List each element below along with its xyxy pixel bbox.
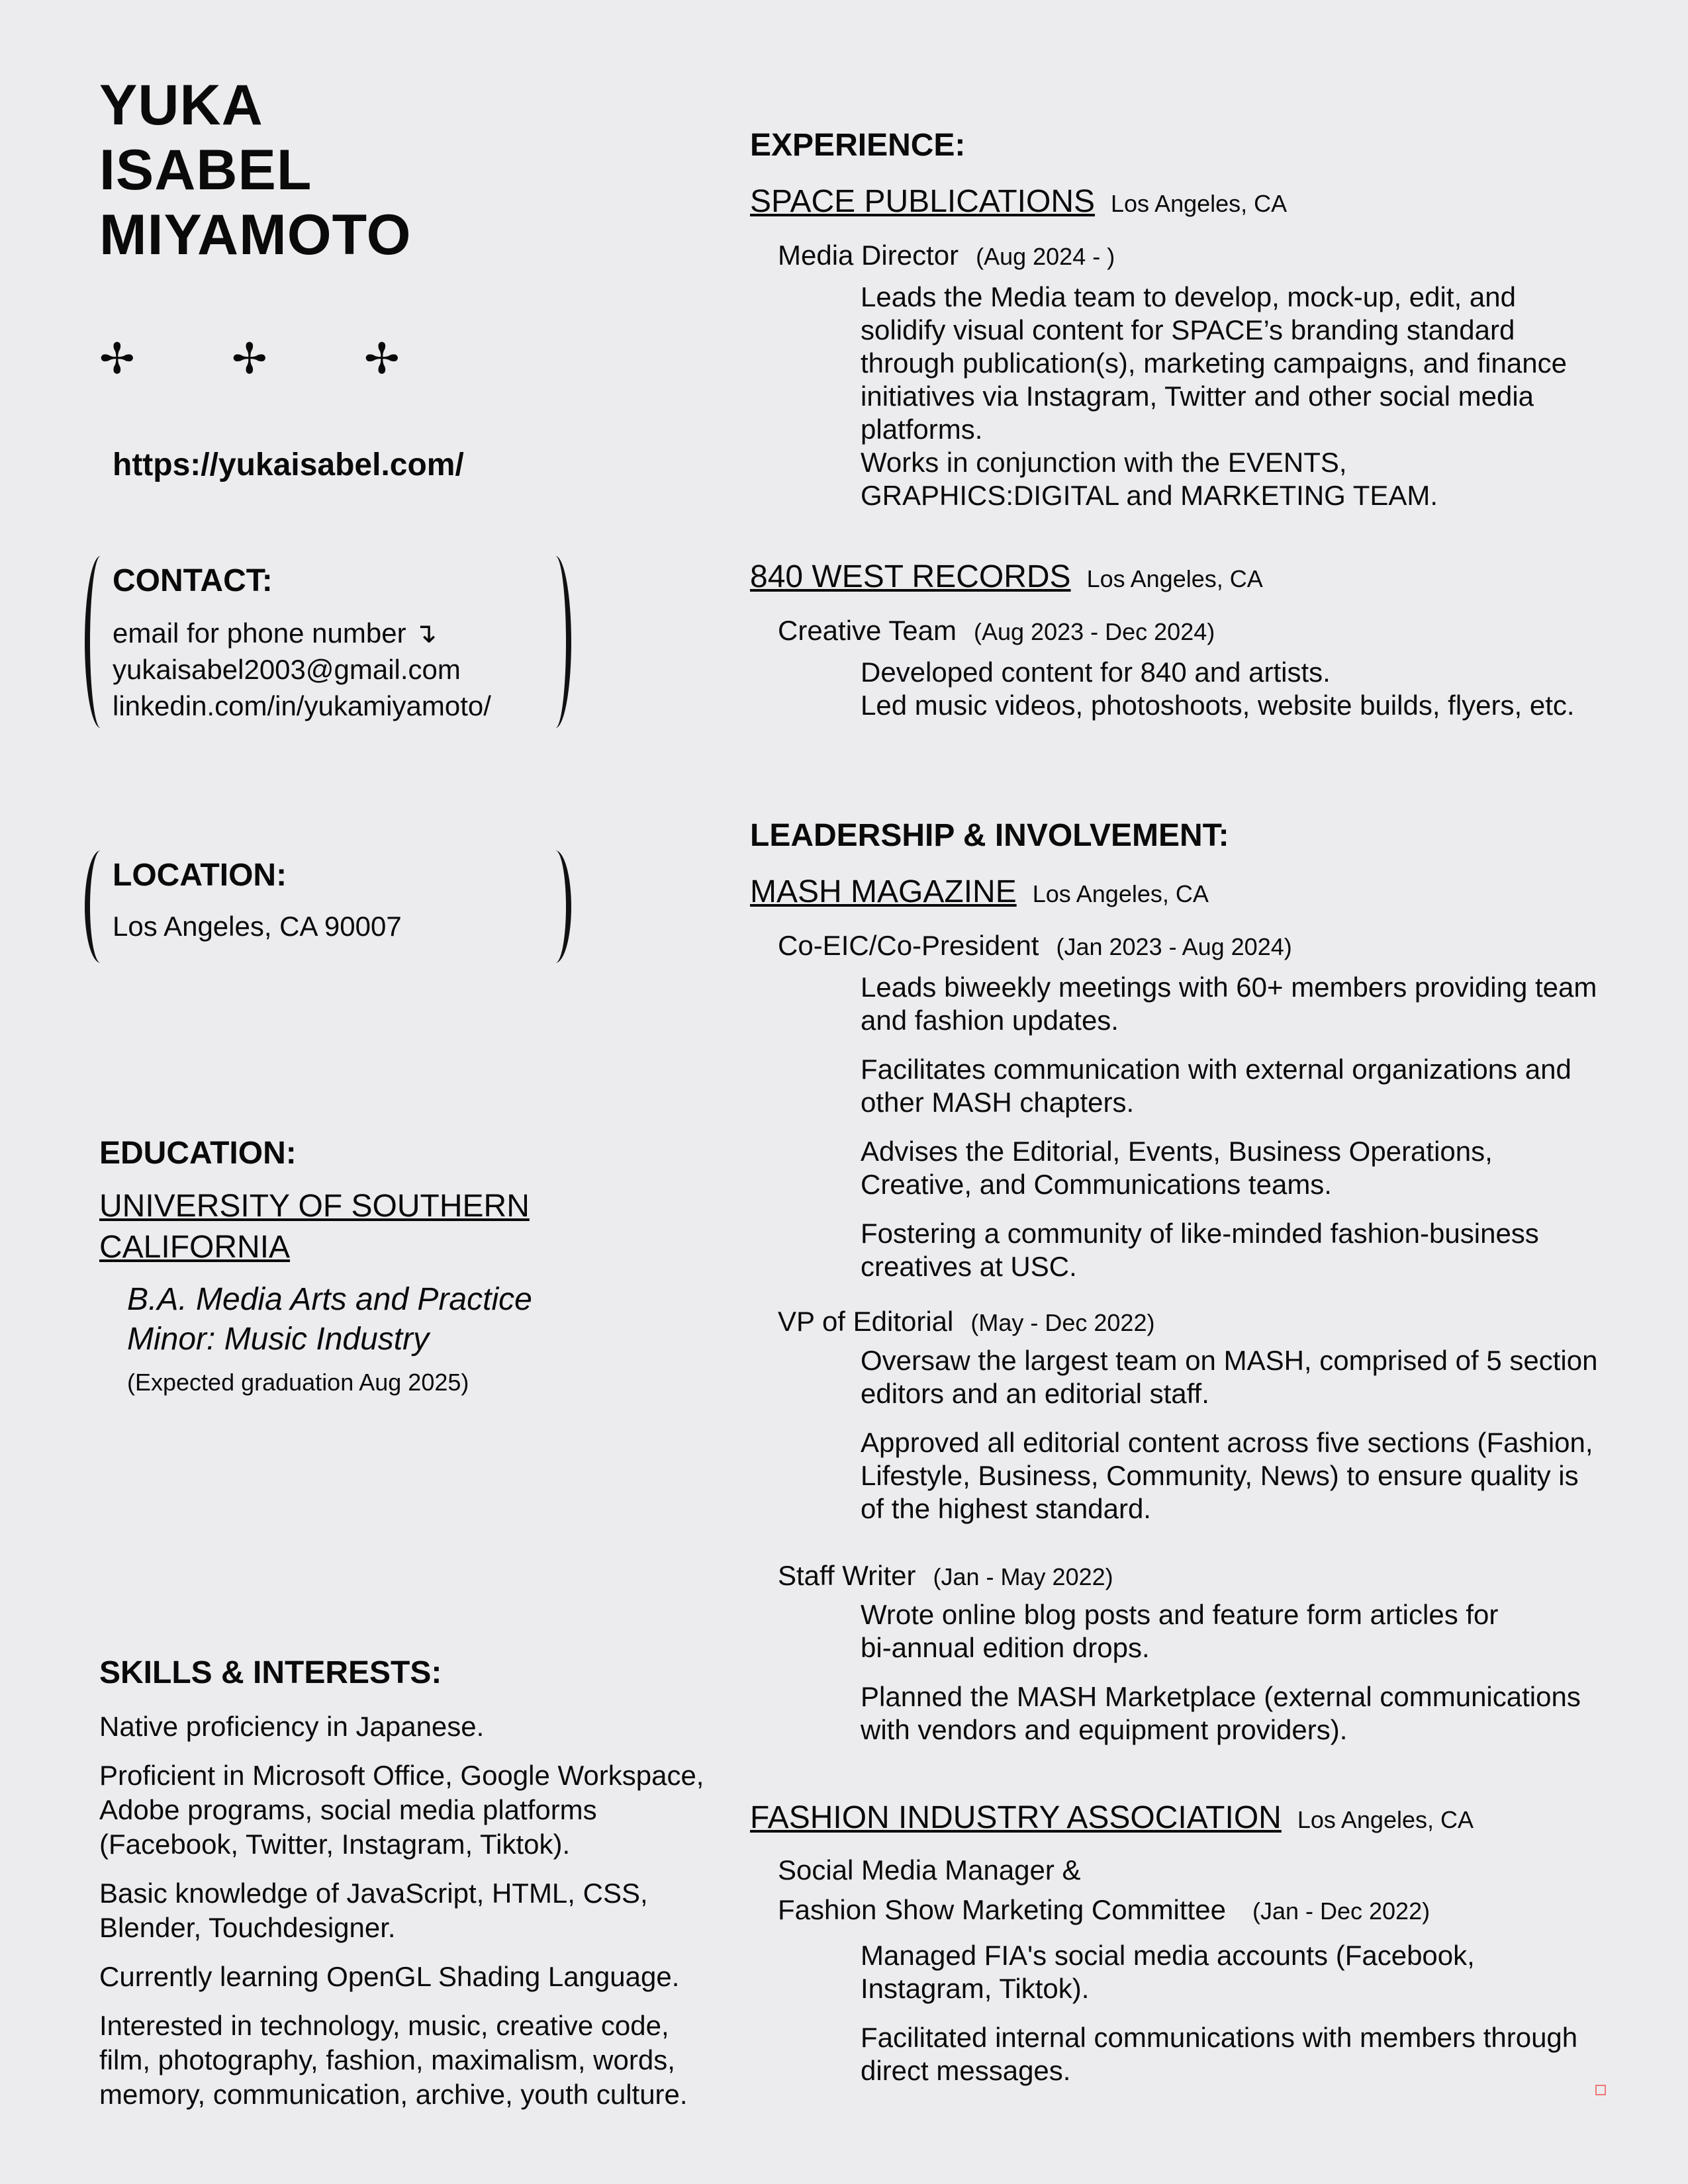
desc-bullet bbox=[861, 1598, 1611, 1664]
role-dates: (Aug 2024 - ) bbox=[976, 243, 1115, 270]
graduation-date: (Expected graduation Aug 2025) bbox=[127, 1369, 469, 1396]
desc-line: solidify visual content for SPACE’s branding standard bbox=[861, 314, 1515, 345]
skill-line: Interested in technology, music, creative code, bbox=[99, 2010, 669, 2041]
decorative-stars bbox=[99, 334, 496, 384]
right-paren-icon bbox=[539, 850, 571, 963]
role-title: Creative Team bbox=[778, 615, 957, 646]
desc-line: Planned the MASH Marketplace (external communications bbox=[861, 1681, 1581, 1712]
desc-line: Lifestyle, Business, Community, News) to ensure quality is bbox=[861, 1460, 1579, 1491]
role-dates: (Jan 2023 - Aug 2024) bbox=[1056, 933, 1292, 960]
skill-item bbox=[99, 2009, 748, 2112]
desc-line: GRAPHICS:DIGITAL and MARKETING TEAM. bbox=[861, 480, 1438, 511]
skill-item bbox=[99, 1960, 748, 1994]
website-link[interactable]: https://yukaisabel.com/ bbox=[113, 447, 464, 482]
role-description bbox=[750, 971, 1611, 1283]
star-icon: ✢ bbox=[232, 335, 267, 383]
star-icon: ✢ bbox=[364, 335, 400, 383]
desc-line: platforms. bbox=[861, 414, 983, 445]
corner-mark-icon bbox=[1595, 2085, 1606, 2095]
role-dates: (May - Dec 2022) bbox=[970, 1309, 1155, 1336]
skill-item bbox=[99, 1709, 748, 1744]
desc-line: Facilitated internal communications with members through bbox=[861, 2022, 1578, 2053]
desc-bullet bbox=[861, 2021, 1611, 2087]
desc-bullet bbox=[861, 1426, 1611, 1525]
skill-line: Adobe programs, social media platforms bbox=[99, 1794, 597, 1825]
skills-heading: SKILLS & INTERESTS: bbox=[99, 1655, 442, 1690]
candidate-name bbox=[99, 73, 412, 267]
role-dates: (Aug 2023 - Dec 2024) bbox=[974, 618, 1215, 645]
desc-line: Leads the Media team to develop, mock-up, edit, and bbox=[861, 281, 1516, 312]
desc-line: other MASH chapters. bbox=[861, 1087, 1135, 1118]
desc-line: Oversaw the largest team on MASH, comprised of 5 section bbox=[861, 1345, 1598, 1376]
minor: Minor: Music Industry bbox=[127, 1322, 430, 1357]
linkedin-link[interactable]: linkedin.com/in/yukamiyamoto/ bbox=[113, 690, 491, 721]
desc-line: Instagram, Tiktok). bbox=[861, 1973, 1090, 2004]
desc-line: of the highest standard. bbox=[861, 1493, 1151, 1524]
desc-line: Led music videos, photoshoots, website builds, flyers, etc. bbox=[861, 690, 1575, 721]
education-heading: EDUCATION: bbox=[99, 1136, 297, 1171]
org-name: 840 WEST RECORDS bbox=[750, 559, 1071, 594]
role-description bbox=[750, 281, 1611, 512]
role-title: Media Director bbox=[778, 240, 959, 271]
desc-line: Leads biweekly meetings with 60+ members providing team bbox=[861, 972, 1597, 1003]
role-title: Fashion Show Marketing Committee bbox=[778, 1894, 1226, 1925]
left-paren-icon bbox=[85, 556, 117, 728]
skill-item bbox=[99, 1758, 748, 1862]
desc-line: and fashion updates. bbox=[861, 1005, 1119, 1036]
role-dates: (Jan - May 2022) bbox=[933, 1563, 1113, 1590]
desc-line: Fostering a community of like-minded fashion-business bbox=[861, 1218, 1539, 1249]
desc-bullet bbox=[861, 1344, 1611, 1410]
school-name-line-2: CALIFORNIA bbox=[99, 1230, 291, 1265]
phone-note: email for phone number ↴ bbox=[113, 617, 438, 649]
role-title: Co-EIC/Co-President bbox=[778, 930, 1039, 961]
org-location: Los Angeles, CA bbox=[1297, 1806, 1474, 1833]
skill-line: Currently learning OpenGL Shading Language. bbox=[99, 1961, 680, 1992]
desc-line: Developed content for 840 and artists. bbox=[861, 657, 1331, 688]
degree: B.A. Media Arts and Practice bbox=[127, 1282, 532, 1317]
star-icon: ✢ bbox=[99, 335, 135, 383]
desc-line: Facilitates communication with external organizations and bbox=[861, 1054, 1571, 1085]
skills-section bbox=[99, 1655, 748, 2112]
location-heading: LOCATION: bbox=[113, 858, 287, 893]
desc-line: through publication(s), marketing campaigns, and finance bbox=[861, 347, 1567, 379]
desc-line: Creative, and Communications teams. bbox=[861, 1169, 1332, 1200]
experience-section bbox=[750, 127, 1611, 722]
desc-line: editors and an editorial staff. bbox=[861, 1378, 1209, 1409]
desc-bullet bbox=[861, 1939, 1611, 2005]
skill-line: Proficient in Microsoft Office, Google Workspace, bbox=[99, 1760, 704, 1791]
desc-line: Wrote online blog posts and feature form articles for bbox=[861, 1599, 1499, 1630]
skill-line: Basic knowledge of JavaScript, HTML, CSS, bbox=[99, 1878, 648, 1909]
desc-line: initiatives via Instagram, Twitter and other social media bbox=[861, 381, 1534, 412]
role-title: Staff Writer bbox=[778, 1560, 916, 1591]
desc-line: Advises the Editorial, Events, Business Operations, bbox=[861, 1136, 1493, 1167]
desc-line: direct messages. bbox=[861, 2055, 1071, 2086]
name-line-1: YUKA bbox=[99, 73, 263, 137]
location-section bbox=[113, 857, 402, 944]
desc-bullet bbox=[861, 1135, 1611, 1201]
desc-line: with vendors and equipment providers). bbox=[861, 1714, 1348, 1745]
role-description bbox=[750, 1939, 1611, 2087]
contact-heading: CONTACT: bbox=[113, 563, 273, 598]
left-paren-icon bbox=[85, 850, 117, 963]
org-name: SPACE PUBLICATIONS bbox=[750, 184, 1096, 219]
email-link[interactable]: yukaisabel2003@gmail.com bbox=[113, 654, 461, 685]
desc-bullet bbox=[861, 1680, 1611, 1747]
education-section bbox=[99, 1135, 695, 1396]
name-line-3: MIYAMOTO bbox=[99, 203, 412, 267]
desc-line: bi-annual edition drops. bbox=[861, 1632, 1150, 1663]
location-value: Los Angeles, CA 90007 bbox=[113, 911, 402, 942]
skill-line: Blender, Touchdesigner. bbox=[99, 1912, 396, 1943]
school-name bbox=[99, 1186, 695, 1268]
org-location: Los Angeles, CA bbox=[1032, 880, 1209, 907]
skill-line: memory, communication, archive, youth culture. bbox=[99, 2079, 688, 2110]
desc-bullet bbox=[861, 1217, 1611, 1283]
leadership-heading: LEADERSHIP & INVOLVEMENT: bbox=[750, 818, 1229, 853]
org-location: Los Angeles, CA bbox=[1086, 565, 1263, 592]
leadership-section bbox=[750, 817, 1611, 2087]
experience-heading: EXPERIENCE: bbox=[750, 128, 966, 163]
org-name: FASHION INDUSTRY ASSOCIATION bbox=[750, 1800, 1282, 1835]
skill-line: film, photography, fashion, maximalism, words, bbox=[99, 2044, 675, 2075]
right-paren-icon bbox=[539, 556, 571, 728]
desc-line: Works in conjunction with the EVENTS, bbox=[861, 447, 1347, 478]
role-description bbox=[750, 1598, 1611, 1747]
desc-bullet bbox=[861, 971, 1611, 1037]
role-title: VP of Editorial bbox=[778, 1306, 954, 1337]
skill-line: (Facebook, Twitter, Instagram, Tiktok). bbox=[99, 1829, 571, 1860]
desc-line: Managed FIA's social media accounts (Facebook, bbox=[861, 1940, 1475, 1971]
school-name-line-1: UNIVERSITY OF SOUTHERN bbox=[99, 1189, 530, 1224]
role-title: Social Media Manager & bbox=[778, 1854, 1081, 1886]
desc-bullet bbox=[861, 1053, 1611, 1119]
skill-item bbox=[99, 1876, 748, 1945]
name-line-2: ISABEL bbox=[99, 138, 312, 202]
contact-section bbox=[113, 563, 491, 724]
desc-line: creatives at USC. bbox=[861, 1251, 1077, 1282]
role-description bbox=[750, 656, 1611, 722]
skill-line: Native proficiency in Japanese. bbox=[99, 1711, 485, 1742]
org-location: Los Angeles, CA bbox=[1111, 190, 1288, 217]
role-description bbox=[750, 1344, 1611, 1525]
org-name: MASH MAGAZINE bbox=[750, 874, 1017, 909]
desc-line: Approved all editorial content across five sections (Fashion, bbox=[861, 1427, 1593, 1458]
role-dates: (Jan - Dec 2022) bbox=[1252, 1897, 1430, 1925]
